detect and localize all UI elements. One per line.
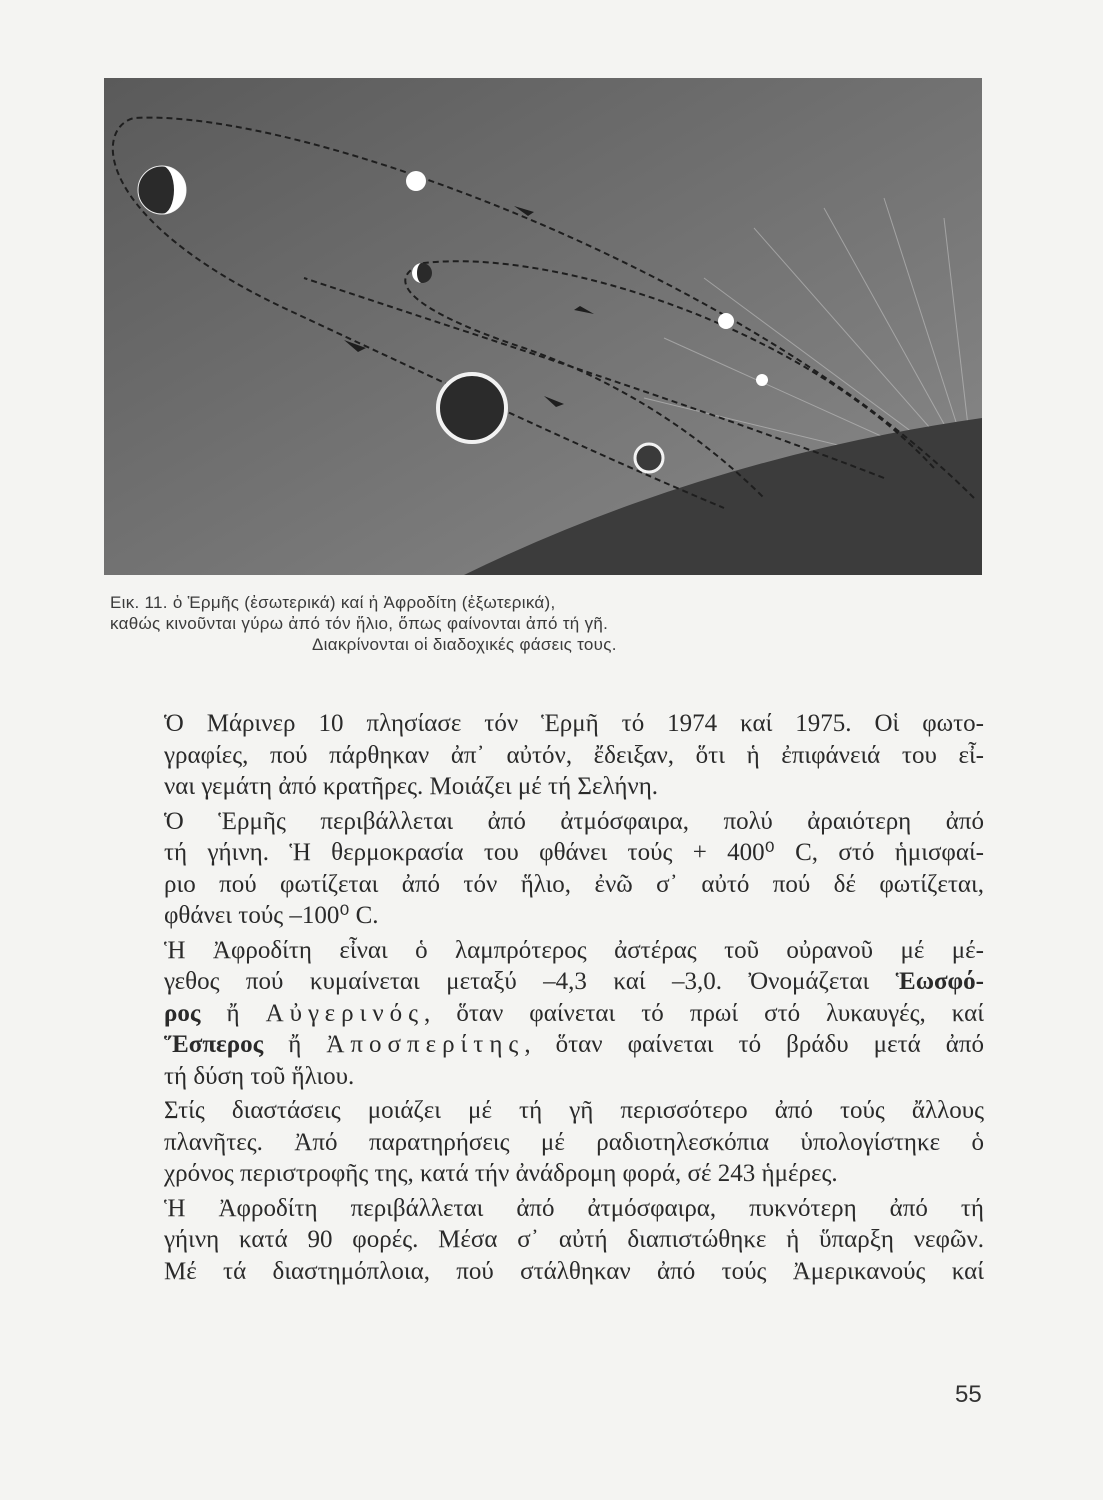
text-line: γήινη κατά 90 φορές. Μέσα σ᾽ αὐτή διαπιστώθηκε ἡ ὕπαρξη νεφῶν. xyxy=(164,1226,984,1253)
text-run: ἤ xyxy=(263,1031,327,1058)
term-eosphoros-end: ρος xyxy=(164,999,201,1027)
venus-phase-new xyxy=(438,374,506,442)
text-line: Στίς διαστάσεις μοιάζει μέ τή γῆ περισσότερο ἀπό τούς ἄλλους xyxy=(164,1097,984,1124)
text-run: , ὅταν φαίνεται τό βράδυ μετά ἀπό xyxy=(524,1031,984,1058)
paragraph-venus-atmosphere xyxy=(132,1193,984,1288)
text-run: ἤ xyxy=(200,999,266,1027)
text-run: , ὅταν φαίνεται τό πρωί στό λυκαυγές, καί xyxy=(424,999,985,1027)
caption-line: καθώς κινοῦνται γύρω ἀπό τόν ἥλιο, ὅπως φαίνονται ἀπό τή γῆ. xyxy=(110,614,609,633)
text-line xyxy=(132,1029,984,1061)
text-line: Ὁ Μάρινερ 10 πλησίασε τόν Ἑρμῆ τό 1974 καί 1975. Οἱ φωτο- xyxy=(164,710,984,737)
caption-line: Διακρίνονται οἱ διαδοχικές φάσεις τους. xyxy=(312,635,617,654)
paragraph-mercury-atmosphere xyxy=(132,806,984,932)
caption-line: Εικ. 11. ὁ Ἑρμῆς (ἐσωτερικά) καί ἡ Ἀφροδίτη (ἐξωτερικά), xyxy=(110,593,556,612)
term-esperos: Ἕσπερος xyxy=(164,1031,264,1058)
term-apousperitis: Ἀποσπερίτης xyxy=(326,1031,525,1058)
text-line: ριο πού φωτίζεται ἀπό τόν ἥλιο, ἐνῶ σ᾽ αὐτό πού δέ φωτίζεται, xyxy=(164,870,984,898)
text-line: ναι γεμάτη ἀπό κρατῆρες. Μοιάζει μέ τή Σελήνη. xyxy=(164,773,659,800)
text-line: Ὁ Ἑρμῆς περιβάλλεται ἀπό ἀτμόσφαιρα, πολύ ἀραιότερη ἀπό xyxy=(164,807,984,835)
mercury-phase-full xyxy=(406,171,426,191)
text-line: χρόνος περιστροφῆς της, κατά τήν ἀνάδρομη φορά, σέ 243 ἡμέρες. xyxy=(164,1160,838,1187)
text-line: Ἡ Ἀφροδίτη εἶναι ὁ λαμπρότερος ἀστέρας τοῦ οὐρανοῦ μέ μέ- xyxy=(164,936,984,964)
venus-phase-small xyxy=(635,444,663,472)
text-line: φθάνει τούς –100⁰ C. xyxy=(164,902,379,929)
orbits-illustration xyxy=(104,78,982,575)
term-eosphoros: Ἑωσφό- xyxy=(895,968,984,995)
page-number: 55 xyxy=(955,1381,982,1408)
mercury-phase-gibbous xyxy=(718,313,734,329)
paragraph-venus-rotation xyxy=(132,1095,984,1190)
mercury-phase-small xyxy=(756,374,768,386)
paragraph-mariner xyxy=(132,708,984,803)
text-line: γραφίες, πού πάρθηκαν ἀπ᾽ αὐτόν, ἔδειξαν, ὅτι ἡ ἐπιφάνειά του εἶ- xyxy=(164,741,984,769)
body-text xyxy=(132,708,984,1290)
paragraph-venus-brightness xyxy=(132,935,984,1093)
text-line xyxy=(132,998,984,1030)
text-line: πλανῆτες. Ἀπό παρατηρήσεις μέ ραδιοτηλεσκόπια ὑπολογίστηκε ὁ xyxy=(164,1128,984,1156)
text-line: τή γήινη. Ἡ θερμοκρασία του φθάνει τούς + 400⁰ C, στό ἡμισφαί- xyxy=(164,839,984,866)
figure-orbits xyxy=(104,78,982,575)
text-run: γεθος πού κυμαίνεται μεταξύ –4,3 καί –3,0. Ὀνομάζεται xyxy=(164,968,896,995)
text-line: τή δύση τοῦ ἥλιου. xyxy=(164,1062,355,1090)
figure-caption xyxy=(110,592,810,655)
text-line xyxy=(132,966,984,998)
text-line: Μέ τά διαστημόπλοια, πού στάλθηκαν ἀπό τούς Ἀμερικανούς καί xyxy=(164,1257,984,1285)
text-line: Ἡ Ἀφροδίτη περιβάλλεται ἀπό ἀτμόσφαιρα, πυκνότερη ἀπό τή xyxy=(164,1194,984,1222)
term-avgerinos: Αὐγερινός xyxy=(265,999,425,1027)
